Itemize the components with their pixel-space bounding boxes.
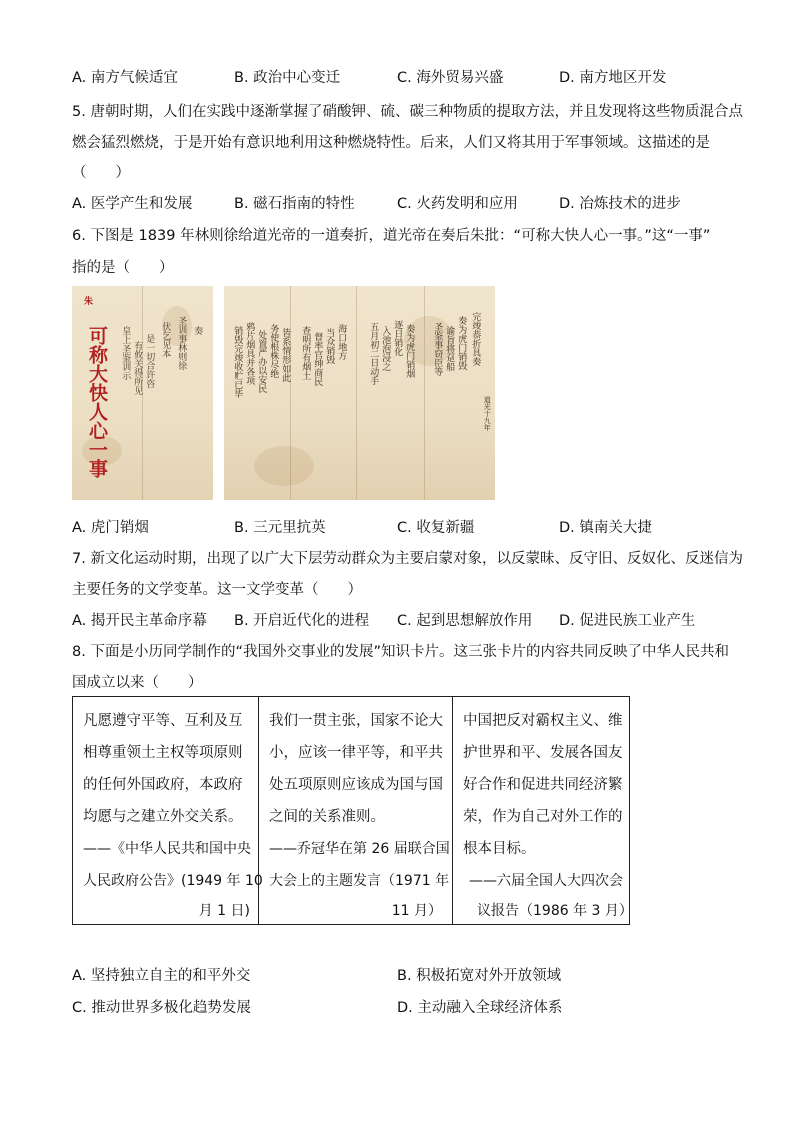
q5-stem-line-1: 5. 唐朝时期，人们在实践中逐渐掌握了硝酸钾、硫、碳三种物质的提取方法，并且发现将这些物质混合点: [72, 104, 743, 120]
card-2-text: 我们一贯主张，国家不论大小，应该一律平等，和平共处五项原则应该成为国与国之间的关系准则。: [269, 713, 443, 825]
q6-option-b: B. 三元里抗英: [234, 520, 326, 536]
memorial-image-left: 可称大快人心一事 朱 皇上圣鉴训示 有攸关得所见 是一切合许咨 伏乞见本 圣训事林则徐 奏: [72, 286, 213, 500]
card-2-cite-1: ——乔冠华在第 26 届联合国: [269, 841, 450, 857]
card-1-cite-1: ——《中华人民共和国中央: [83, 841, 251, 857]
q7-stem-line-1: 7. 新文化运动时期，出现了以广大下层劳动群众为主要启蒙对象，以反蒙昧、反守旧、反奴化、反迷信为: [72, 551, 743, 567]
card-2-cite-2: 大会上的主题发言（1971 年: [269, 873, 450, 889]
knowledge-card-1: [73, 697, 263, 925]
q7-option-a: A. 揭开民主革命序幕: [72, 613, 207, 629]
q6-stem-line-2: 指的是（ ）: [72, 260, 174, 276]
q7-option-c: C. 起到思想解放作用: [397, 613, 533, 629]
q8-stem-line-2: 国成立以来（ ）: [72, 675, 203, 691]
q8-option-a: A. 坚持独立自主的和平外交: [72, 968, 251, 984]
q8-option-c: C. 推动世界多极化趋势发展: [72, 1000, 251, 1016]
memorial-image-right: 销毁完竣收贮已毕 鸦片烟具并各项 处置严办以安民 务使根株尽绝 皆系情形如此 查明所有烟土 督率官绅商民 当众销毁 海口地方 五月初二日动手 入池泡浸之 逐日销化 奏为虎门销烟 圣鉴事窃臣等 谕旨将趸船 奏为虎门销毁 完竣恭折具奏 道光十九年: [224, 286, 495, 500]
q7-option-b: B. 开启近代化的进程: [234, 613, 370, 629]
q4-option-d: D. 南方地区开发: [559, 70, 667, 86]
q4-option-a: A. 南方气候适宜: [72, 70, 178, 86]
card-1-cite-3: 月 1 日): [198, 903, 250, 919]
q8-option-b: B. 积极拓宽对外开放领域: [397, 968, 562, 984]
q6-option-a: A. 虎门销烟: [72, 520, 149, 536]
q5-stem-line-2: 燃会猛烈燃烧，于是开始有意识地利用这种燃烧特性。后来，人们又将其用于军事领域。这描述的是: [72, 135, 710, 151]
card-2-cite-3: 11 月）: [391, 903, 442, 919]
q6-option-c: C. 收复新疆: [397, 520, 475, 536]
q7-stem-line-2: 主要任务的文学变革。这一文学变革（ ）: [72, 582, 362, 598]
card-1-cite-2: 人民政府公告》(1949 年 10: [83, 873, 263, 889]
q5-option-d: D. 冶炼技术的进步: [559, 196, 681, 212]
q5-stem-line-3: （ ）: [72, 165, 130, 181]
card-1-text: 凡愿遵守平等、互利及互相尊重领土主权等项原则的任何外国政府，本政府均愿与之建立外交关系。: [83, 713, 243, 825]
q8-stem-line-1: 8. 下面是小历同学制作的“我国外交事业的发展”知识卡片。这三张卡片的内容共同反映了中华人民共和: [72, 644, 729, 660]
q6-stem-line-1: 6. 下图是 1839 年林则徐给道光帝的一道奏折，道光帝在奏后朱批：“可称大快人心一事。”这“一事”: [72, 228, 711, 244]
knowledge-card-2: [259, 697, 453, 925]
card-3-cite-1: ——六届全国人大四次会: [469, 873, 623, 889]
q8-option-d: D. 主动融入全球经济体系: [397, 1000, 563, 1016]
red-imperial-note: 可称大快人心一事: [86, 326, 108, 478]
q5-option-c: C. 火药发明和应用: [397, 196, 518, 212]
q5-option-b: B. 磁石指南的特性: [234, 196, 355, 212]
q7-option-d: D. 促进民族工业产生: [559, 613, 696, 629]
card-3-cite-2: 议报告（1986 年 3 月）: [477, 903, 633, 919]
q4-option-b: B. 政治中心变迁: [234, 70, 341, 86]
q5-option-a: A. 医学产生和发展: [72, 196, 193, 212]
knowledge-cards-table: [72, 696, 633, 925]
card-3-text: 中国把反对霸权主义、维护世界和平、发展各国友好合作和促进共同经济繁荣，作为自己对外工作的根本目标。: [463, 713, 623, 857]
q6-option-d: D. 镇南关大捷: [559, 520, 652, 536]
q4-option-c: C. 海外贸易兴盛: [397, 70, 504, 86]
knowledge-card-3: [453, 697, 633, 925]
